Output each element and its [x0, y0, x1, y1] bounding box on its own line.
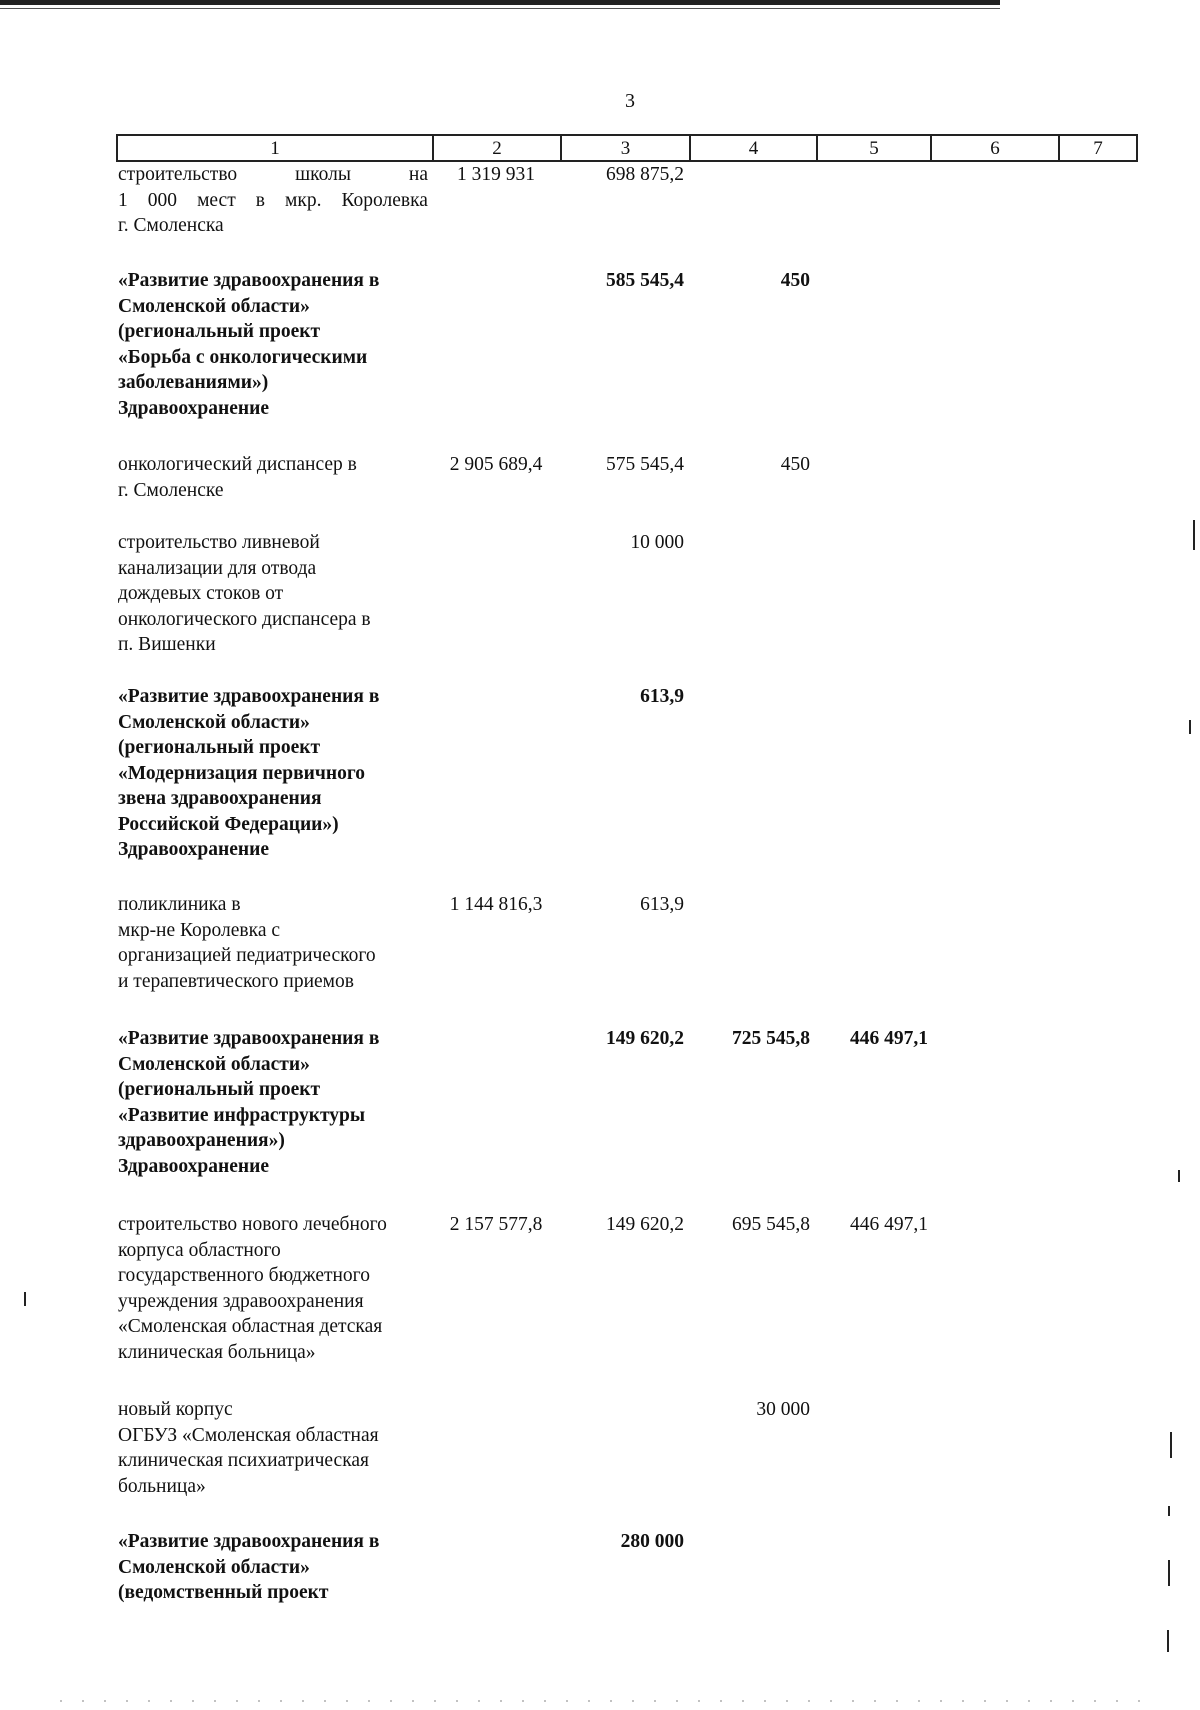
row-title-line: строительство ливневой — [118, 532, 320, 553]
row-title — [118, 268, 428, 421]
row-title — [118, 892, 428, 994]
row-title-line: «Развитие здравоохранения в — [118, 270, 380, 291]
row-title-line: учреждения здравоохранения — [118, 1290, 364, 1312]
row-title-line: организацией педиатрического — [118, 945, 376, 966]
row-title-line: строительство нового лечебного — [118, 1214, 387, 1235]
row-title-line: клиническая психиатрическая — [118, 1450, 370, 1471]
value-col-4: 450 — [780, 270, 810, 291]
row-title — [118, 1529, 428, 1606]
row-title-line: корпуса областного — [118, 1239, 281, 1261]
row-title-line: звена здравоохранения — [118, 788, 322, 809]
scan-speck — [1168, 1560, 1170, 1586]
row-title-line: и терапевтического приемов — [118, 970, 354, 992]
value-col-3: 613,9 — [640, 686, 684, 707]
row-title-line: Смоленской области» — [118, 1556, 310, 1578]
row-title-line: «Развитие инфраструктуры — [118, 1104, 366, 1126]
row-title — [118, 452, 428, 503]
scan-speck — [1193, 520, 1195, 550]
row-title-line: «Смоленская областная детская — [118, 1316, 383, 1337]
column-header-7: 7 — [1093, 137, 1103, 159]
row-title-line: больница» — [118, 1475, 206, 1497]
row-title-line: новый корпус — [118, 1399, 233, 1420]
row-title-line: (ведомственный проект — [118, 1582, 329, 1603]
row-title-line: поликлиника в — [118, 894, 241, 915]
value-col-2: 1 319 931 — [457, 164, 535, 185]
row-title-line: «Развитие здравоохранения в — [118, 1028, 380, 1049]
column-header-1: 1 — [118, 136, 434, 160]
value-col-3: 280 000 — [620, 1531, 684, 1552]
page-number: 3 — [625, 90, 635, 112]
row-title-line: Смоленской области» — [118, 1053, 310, 1075]
row-title-line: г. Смоленске — [118, 479, 224, 501]
column-header-5: 5 — [818, 136, 932, 160]
row-title-line: канализации для отвода — [118, 557, 317, 579]
table-column-header — [116, 134, 1138, 162]
top-border-line — [0, 0, 1000, 5]
value-col-5: 446 497,1 — [850, 1028, 928, 1049]
value-col-2: 1 144 816,3 — [449, 894, 543, 915]
row-title-line: мкр-не Королевка с — [118, 919, 281, 941]
row-title-line: заболеваниями») — [118, 372, 269, 393]
value-col-3: 149 620,2 — [606, 1214, 684, 1235]
row-title-line: 1 000 мест в мкр. Королевка — [118, 189, 428, 211]
row-title-line: государственного бюджетного — [118, 1265, 370, 1286]
row-title — [118, 1212, 428, 1365]
value-col-2: 2 905 689,4 — [449, 454, 543, 475]
value-col-3: 585 545,4 — [606, 270, 684, 291]
column-header-2: 2 — [434, 136, 562, 160]
row-title-line: «Развитие здравоохранения в — [118, 1531, 380, 1552]
value-col-3: 613,9 — [640, 894, 684, 915]
row-title-line: ОГБУЗ «Смоленская областная — [118, 1424, 379, 1446]
row-title-line: Российской Федерации») — [118, 813, 339, 835]
row-title-line: «Развитие здравоохранения в — [118, 686, 380, 707]
column-header-6: 6 — [932, 136, 1060, 160]
row-title-line: «Борьба с онкологическими — [118, 346, 368, 368]
value-col-4: 695 545,8 — [732, 1214, 810, 1235]
value-col-3: 10 000 — [630, 532, 684, 553]
scan-noise-bottom — [60, 1700, 1140, 1702]
column-header-4: 4 — [691, 136, 818, 160]
row-title-line: (региональный проект — [118, 1079, 321, 1100]
scan-speck — [1170, 1432, 1172, 1458]
row-title-line: г. Смоленска — [118, 215, 224, 236]
row-title-line: Здравоохранение — [118, 1155, 270, 1177]
value-col-2: 2 157 577,8 — [449, 1214, 543, 1235]
row-title-line: п. Вишенки — [118, 634, 216, 655]
row-title-line: онкологический диспансер в — [118, 454, 357, 475]
value-col-3: 149 620,2 — [606, 1028, 684, 1049]
row-title-line: строительство школы на — [118, 164, 428, 185]
scan-speck — [1167, 1630, 1169, 1652]
row-title-line: Смоленской области» — [118, 295, 310, 317]
row-title-line: Здравоохранение — [118, 397, 270, 419]
value-col-5: 446 497,1 — [850, 1214, 928, 1235]
value-col-4: 725 545,8 — [732, 1028, 810, 1049]
row-title — [118, 1397, 428, 1499]
value-col-3: 698 875,2 — [606, 164, 684, 185]
row-title-line: Здравоохранение — [118, 839, 270, 860]
scan-speck — [24, 1292, 26, 1306]
row-title-line: (региональный проект — [118, 321, 321, 342]
row-title-line: Смоленской области» — [118, 711, 310, 733]
row-title — [118, 530, 428, 658]
row-title-line: «Модернизация первичного — [118, 762, 366, 784]
row-title-line: (региональный проект — [118, 737, 321, 758]
scan-speck — [1189, 720, 1191, 734]
row-title — [118, 684, 428, 863]
row-title-line: дождевых стоков от — [118, 583, 284, 604]
row-title — [118, 1026, 428, 1179]
top-border-thin-line — [0, 8, 1000, 9]
value-col-4: 30 000 — [756, 1399, 810, 1420]
row-title-line: здравоохранения») — [118, 1130, 285, 1151]
row-title-line: клиническая больница» — [118, 1341, 316, 1363]
scan-speck — [1168, 1506, 1170, 1516]
row-title — [118, 162, 428, 239]
row-title-line: онкологического диспансера в — [118, 608, 371, 630]
value-col-4: 450 — [780, 454, 810, 475]
column-header-3: 3 — [562, 136, 691, 160]
value-col-3: 575 545,4 — [606, 454, 684, 475]
scan-speck — [1178, 1170, 1180, 1182]
